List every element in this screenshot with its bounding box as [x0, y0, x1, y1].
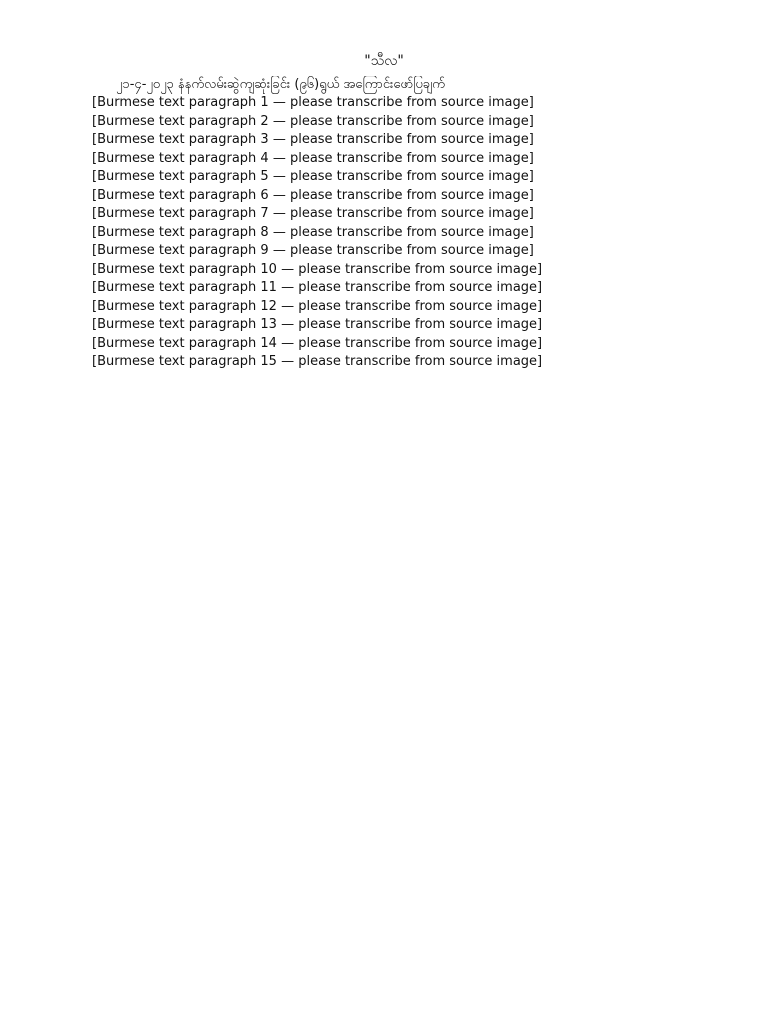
body-paragraph: [Burmese text paragraph 2 — please transcribe from source image]: [92, 113, 534, 129]
document-body: [92, 94, 676, 372]
body-paragraph: [Burmese text paragraph 4 — please transcribe from source image]: [92, 150, 534, 166]
body-paragraph: [Burmese text paragraph 13 — please transcribe from source image]: [92, 317, 543, 332]
body-paragraph: [Burmese text paragraph 7 — please transcribe from source image]: [92, 206, 534, 221]
body-paragraph: [Burmese text paragraph 10 — please transcribe from source image]: [92, 261, 543, 277]
body-paragraph: [Burmese text paragraph 14 — please transcribe from source image]: [92, 335, 543, 351]
document-title: "သီလ": [364, 53, 404, 69]
body-paragraph: [Burmese text paragraph 11 — please transcribe from source image]: [92, 280, 543, 295]
body-paragraph: [Burmese text paragraph 1 — please transcribe from source image]: [92, 95, 534, 110]
body-paragraph: [Burmese text paragraph 6 — please transcribe from source image]: [92, 187, 534, 203]
document-date-line: ၂၁-၄-၂၀၂၃ နံနက်လမ်းဆွဲကျဆုံးခြင်း (၉၆)ရွယ် အကြောင်းဖော်ပြချက်: [116, 77, 445, 92]
body-paragraph: [Burmese text paragraph 12 — please transcribe from source image]: [92, 298, 543, 314]
body-paragraph: [Burmese text paragraph 8 — please transcribe from source image]: [92, 224, 534, 240]
body-paragraph: [Burmese text paragraph 5 — please transcribe from source image]: [92, 169, 534, 184]
body-paragraph: [Burmese text paragraph 15 — please transcribe from source image]: [92, 354, 543, 369]
body-paragraph: [Burmese text paragraph 3 — please transcribe from source image]: [92, 132, 534, 147]
body-paragraph: [Burmese text paragraph 9 — please transcribe from source image]: [92, 243, 534, 258]
